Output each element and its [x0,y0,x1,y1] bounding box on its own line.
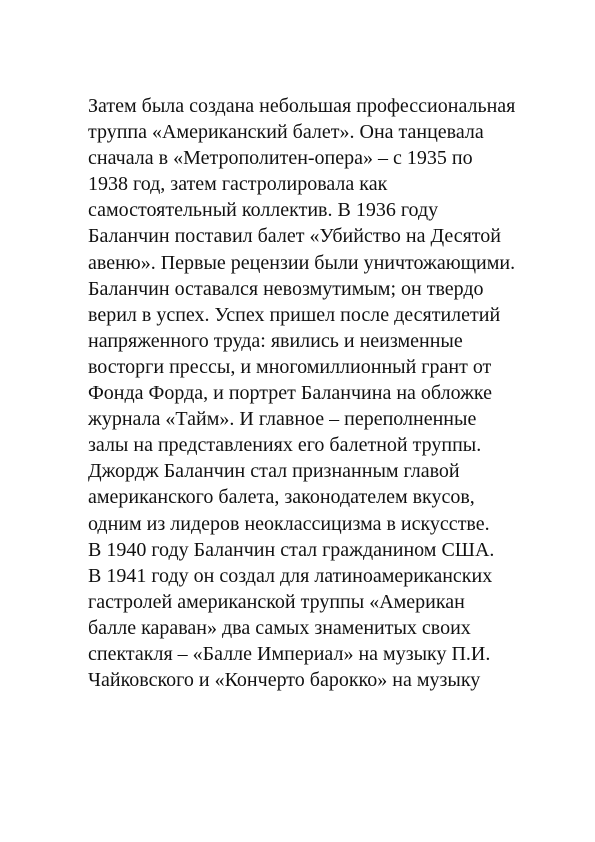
text-line: Баланчин оставался невозмутимым; он твердо [88,277,484,300]
text-line: восторги прессы, и многомиллионный грант от [88,355,492,378]
body-text [88,93,568,693]
text-line: В 1941 году он создал для латиноамериканских [88,564,493,587]
text-line: Фонда Форда, и портрет Баланчина на обложке [88,382,492,405]
text-line: американского балета, законодателем вкусов, [88,486,475,509]
text-line: спектакля – «Балле Империал» на музыку П.И. [88,642,491,665]
text-line: гастролей американской труппы «Американ [88,590,465,613]
text-line: труппа «Американский балет». Она танцевала [88,121,484,144]
text-line: напряженного труда: явились и неизменные [88,329,463,352]
text-line: самостоятельный коллектив. В 1936 году [88,199,439,222]
text-line: Затем была создана небольшая профессиональная [88,95,516,117]
text-line: журнала «Тайм». И главное – переполненные [88,408,477,431]
text-line: балле караван» два самых знаменитых своих [88,616,471,639]
text-line: одним из лидеров неоклассицизма в искусстве. [88,512,490,535]
text-line: Баланчин поставил балет «Убийство на Десятой [88,225,501,248]
text-line: В 1940 году Баланчин стал гражданином США. [88,538,495,561]
text-line: залы на представлениях его балетной труппы. [88,434,482,457]
text-line: верил в успех. Успех пришел после десятилетий [88,303,501,326]
text-line: 1938 год, затем гастролировала как [88,173,388,196]
text-line: Джордж Баланчин стал признанным главой [88,460,460,483]
text-line: авеню». Первые рецензии были уничтожающими. [88,251,516,274]
text-line: Чайковского и «Кончерто барокко» на музыку [88,669,481,692]
text-line: сначала в «Метрополитен-опера» – с 1935 по [88,147,473,170]
